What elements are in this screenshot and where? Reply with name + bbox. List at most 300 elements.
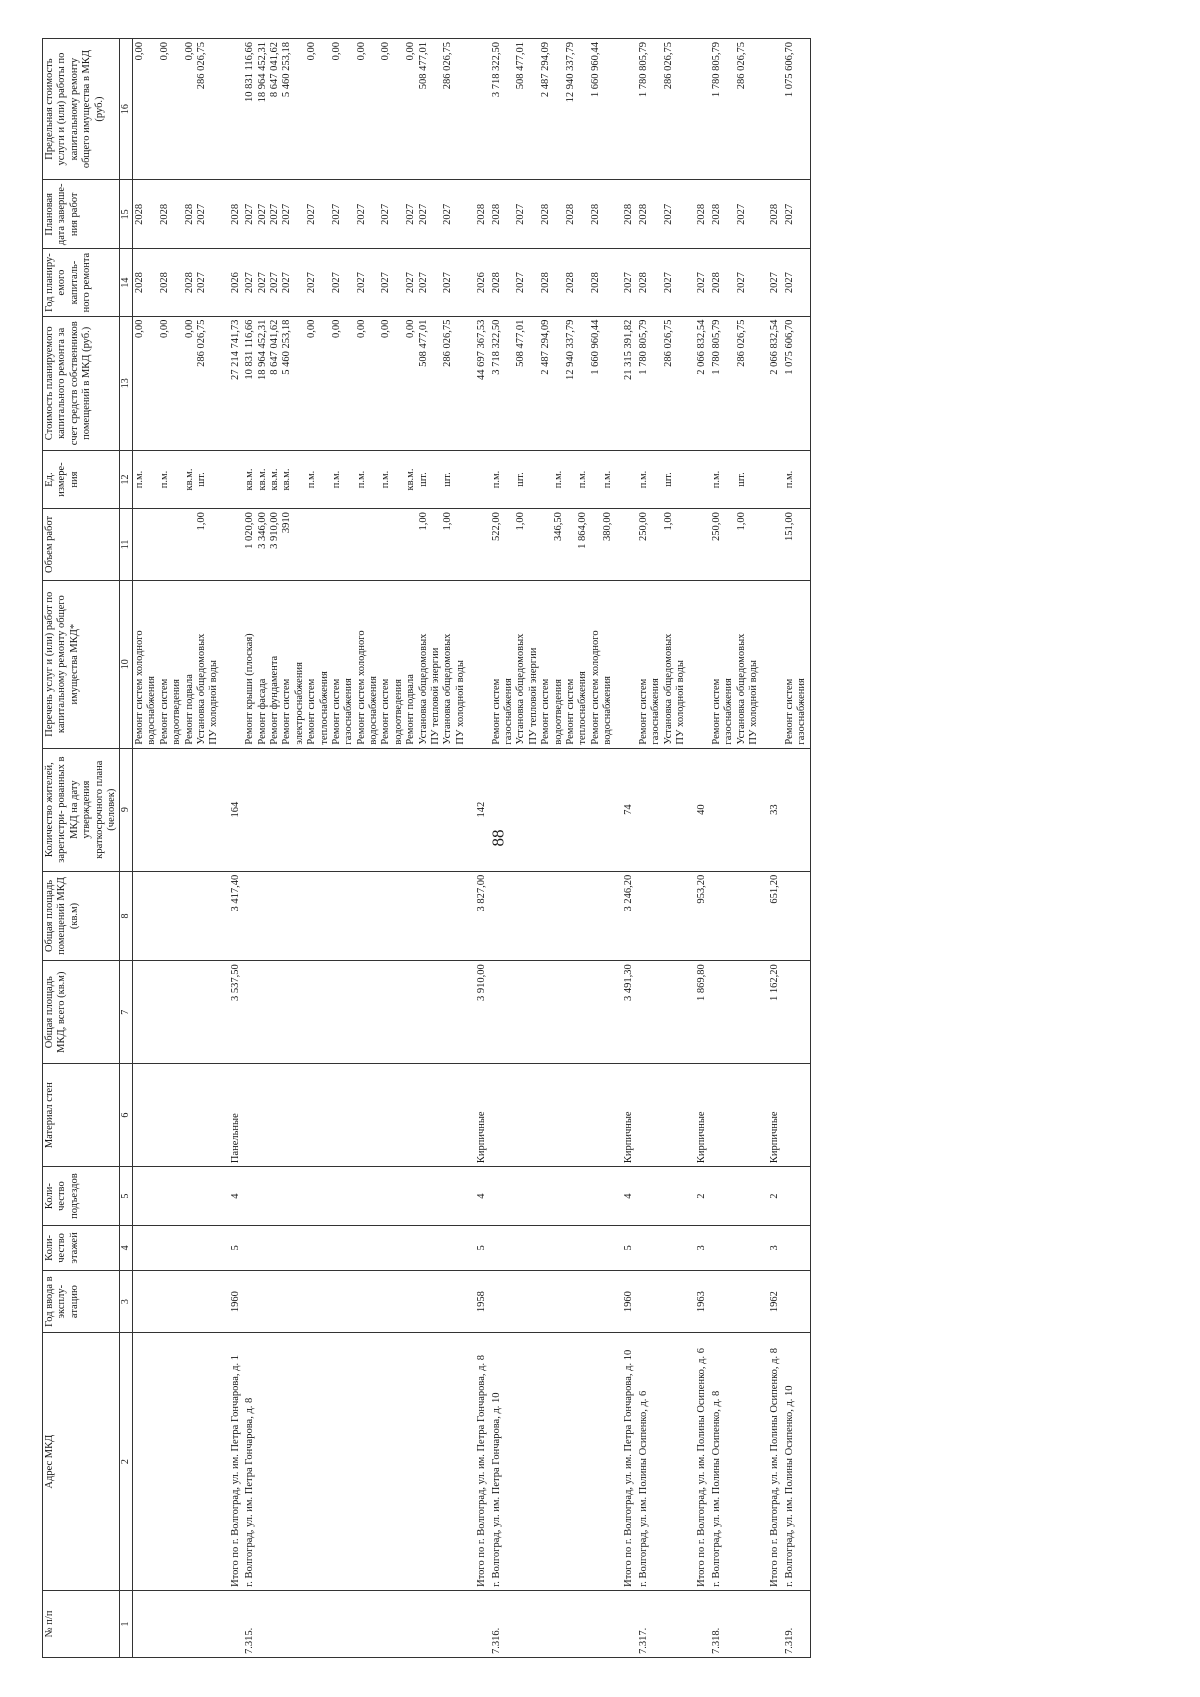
year-built-cell [490,1270,616,1333]
limit-cost-cell [783,39,810,180]
cell-line: шт. [196,472,207,487]
cell-line [294,183,306,245]
cell-line [331,512,343,577]
cell-line [368,42,380,176]
cell-line [528,183,540,245]
cost-cell: 2 066 832,54 [761,316,782,450]
cell-line: 2 487 294,09 [540,42,552,98]
total-row [761,39,782,1658]
wall-material-cell [133,1064,222,1167]
wall-material-cell [637,1064,689,1167]
entrances-cell [133,1167,222,1226]
cell-line [796,454,808,505]
cell-line: теплоснабжения [318,671,330,745]
cell-line: 2027 [405,203,417,225]
column-number: 8 [120,871,133,961]
cost-cell [783,316,810,450]
cell-line [306,512,318,577]
address-cell: г. Волгоград, ул. им. Петра Гончарова, д. 8 [243,1333,468,1590]
floors-cell: 3 [761,1226,782,1271]
works-cell [688,580,709,748]
cell-line: Установка общедомовых [196,633,207,745]
cell-line: 0,00 [306,319,318,339]
continued-row [133,39,222,1658]
cell-line: Ремонт систем [330,678,342,745]
address-cell: Итого по г. Волгоград, ул. им. Петра Гончарова, д. 8 [468,1333,489,1590]
cell-line: ПУ тепловой энергии [527,647,539,745]
cell-line: п.м. [380,470,392,489]
cell-line [368,253,380,313]
cell-line [343,253,355,313]
cell-line: 1 075 606,70 [783,319,795,375]
cell-line: 508 477,01 [417,42,429,90]
total-row [222,39,243,1658]
cell-line [368,454,380,505]
floors-cell: 5 [615,1226,636,1271]
wall-material-cell [710,1064,762,1167]
cell-line [208,253,220,313]
total-row [615,39,636,1658]
repair-year-cell [243,249,468,316]
cell-line: 0,00 [355,42,367,61]
cell-line: кв.м. [244,468,256,491]
cell-line [748,454,760,505]
column-header: Перечень услуг и (или) работ по капитальному ремонту общего имущества МКД* [43,580,120,748]
house-row [490,39,616,1658]
cell-line: п.м. [637,470,649,489]
cell-line: п.м. [158,470,170,489]
cell-line [294,320,306,447]
cell-line [171,183,183,245]
total-area-cell: 1 162,20 [761,961,782,1064]
cell-line: 2027 [268,203,280,225]
cell-line: 2028 [540,272,552,294]
column-number: 16 [120,39,133,180]
floors-cell [133,1226,222,1271]
cell-line [146,454,158,505]
cell-line: 2027 [515,203,527,225]
address-cell [133,1333,222,1590]
cell-line: 0,00 [405,319,417,339]
cell-line [455,320,467,447]
cell-line: 0,00 [134,319,146,339]
cell-line: 0,00 [134,42,146,61]
total-area-cell [783,961,810,1064]
cell-line [528,512,540,577]
column-number-row [120,39,133,1658]
cell-line [430,183,442,245]
cell-line [208,512,220,577]
cell-line [602,320,614,447]
cell-line: ПУ холодной воды [454,660,466,745]
repair-year-cell: 2026 [468,249,489,316]
cell-line: Ремонт подвала [183,674,195,745]
cell-line: 522,00 [490,512,502,541]
cell-line: 0,00 [380,42,392,61]
column-number: 13 [120,316,133,450]
cost-cell: 27 214 741,73 [222,316,243,450]
repair-year-cell [783,249,810,316]
cell-line [675,253,687,313]
cell-line: 0,00 [330,319,342,339]
wall-material-cell: Кирпичные [468,1064,489,1167]
cell-line: Установка общедомовых [442,633,454,745]
column-header: Ед. измере- ния [43,450,120,508]
house-row [637,39,689,1658]
wall-material-cell: Кирпичные [615,1064,636,1167]
rooms-area-cell: 3 246,20 [615,871,636,961]
cell-line: 0,00 [183,42,195,61]
cell-line [528,320,540,447]
cell-line [602,42,614,176]
cell-line [577,320,589,447]
entrances-cell [490,1167,616,1226]
cell-line: водоснабжения [602,676,614,745]
cell-line [393,320,405,447]
unit-cell [637,450,689,508]
cell-line: 286 026,75 [735,319,747,367]
rooms-area-cell: 651,20 [761,871,782,961]
cell-line: шт. [417,472,429,487]
residents-cell [133,748,222,871]
rooms-area-cell [243,871,468,961]
cell-line [146,253,158,313]
cell-line [503,253,515,313]
cell-line: газоснабжения [343,678,355,745]
limit-cost-cell [761,39,782,180]
residents-cell [783,748,810,871]
works-cell [222,580,243,748]
total-area-cell [490,961,616,1064]
row-number-cell: 7.317. [637,1590,689,1657]
total-area-cell: 3 537,50 [222,961,243,1064]
works-cell [710,580,762,748]
column-header: Адрес МКД [43,1333,120,1590]
row-number-cell: 7.319. [783,1590,810,1657]
repair-year-cell: 2027 [688,249,709,316]
cell-line [650,253,662,313]
cell-line: 1 020,00 [244,512,256,549]
cell-line: 2027 [330,203,342,225]
limit-cost-cell [688,39,709,180]
cell-line: 0,00 [355,319,367,339]
year-built-cell [783,1270,810,1333]
wall-material-cell: Кирпичные [688,1064,709,1167]
column-header: № п/п [43,1590,120,1657]
cell-line: 2027 [281,203,293,225]
cell-line: п.м. [552,470,564,489]
cell-line [602,253,614,313]
cell-line [208,183,220,245]
cell-line [319,320,331,447]
limit-cost-cell [468,39,489,180]
column-number: 1 [120,1590,133,1657]
cell-line: 18 964 452,31 [256,42,268,103]
unit-cell [468,450,489,508]
total-area-cell [243,961,468,1064]
rooms-area-cell: 3 417,40 [222,871,243,961]
cell-line: п.м. [577,470,589,489]
cell-line [748,512,760,577]
cell-line: 0,00 [330,42,342,61]
cell-line [723,42,735,176]
cell-line: 508 477,01 [417,319,429,367]
cell-line [343,512,355,577]
cell-line: 2027 [417,203,429,225]
cell-line [503,512,515,577]
cell-line: Установка общедомовых [515,633,527,745]
cell-line [159,512,171,577]
house-row [243,39,468,1658]
entrances-cell [710,1167,762,1226]
cell-line: 250,00 [637,512,649,541]
cell-line: Ремонт систем [158,678,170,745]
address-cell: Итого по г. Волгоград, ул. им. Петра Гончарова, д. 1 [222,1333,243,1590]
works-cell [761,580,782,748]
cell-line [650,42,662,176]
rooms-area-cell [490,871,616,961]
cell-line [393,42,405,176]
column-header: Год планиру- емого капиталь- ного ремонта [43,249,120,316]
column-number: 4 [120,1226,133,1271]
repair-year-cell: 2026 [222,249,243,316]
cell-line: 18 964 452,31 [256,319,268,381]
cell-line: п.м. [355,470,367,489]
column-header: Материал стен [43,1064,120,1167]
cell-line [184,512,196,577]
works-cell [133,580,222,748]
cell-line: 2027 [405,272,417,294]
column-number: 12 [120,450,133,508]
end-date-cell: 2028 [761,180,782,249]
row-number-cell [133,1590,222,1657]
cell-line: ПУ холодной воды [675,660,687,745]
cell-line: кв.м. [405,468,417,491]
volume-cell [615,509,636,581]
cell-line [723,253,735,313]
cell-line: 2027 [355,272,367,294]
cell-line: 8 647 041,62 [268,42,280,98]
cell-line: 2027 [306,272,318,294]
entrances-cell: 4 [222,1167,243,1226]
column-header: Общая площадь помещений МКД (кв.м) [43,871,120,961]
cell-line: водоотведения [552,678,564,745]
row-number-cell [222,1590,243,1657]
repair-year-cell [133,249,222,316]
cell-line: 2028 [710,203,722,225]
cell-line [577,253,589,313]
limit-cost-cell [615,39,636,180]
address-cell: г. Волгоград, ул. им. Полины Осипенко, д. 10 [783,1333,810,1590]
cell-line [602,183,614,245]
cell-line: 2027 [244,272,256,294]
cell-line [503,42,515,176]
cell-line [796,42,808,176]
cell-line [146,42,158,176]
cell-line: 2027 [417,272,429,294]
cell-line: 0,00 [158,42,170,61]
cell-line: п.м. [134,470,146,489]
cell-line: газоснабжения [502,678,514,745]
column-number: 15 [120,180,133,249]
column-header: Год ввода в эксплу- атацию [43,1270,120,1333]
cell-line [503,183,515,245]
cell-line: 286 026,75 [662,42,674,90]
column-number: 11 [120,509,133,581]
cell-line [430,512,442,577]
total-row [688,39,709,1658]
cell-line [319,183,331,245]
cell-line: 2027 [380,272,392,294]
volume-cell [222,509,243,581]
cell-line [748,183,760,245]
cell-line: 2 487 294,09 [540,319,552,375]
cell-line: 2027 [735,272,747,294]
page-number: 88 [488,829,508,847]
rooms-area-cell [133,871,222,961]
cell-line: п.м. [330,470,342,489]
cell-line [675,512,687,577]
cell-line [675,454,687,505]
cell-line [540,454,552,505]
cell-line [455,42,467,176]
cost-cell [490,316,616,450]
total-area-cell: 1 869,80 [688,961,709,1064]
cell-line: Установка общедомовых [417,633,429,745]
cell-line [208,42,220,176]
cell-line [393,512,405,577]
cell-line [343,454,355,505]
cell-line [134,512,146,577]
rooms-area-cell [710,871,762,961]
cost-cell [243,316,468,450]
cell-line: Ремонт систем [306,678,318,745]
cell-line: п.м. [490,470,502,489]
unit-cell [222,450,243,508]
cell-line: 2028 [134,272,146,294]
cell-line: 2028 [564,203,576,225]
cell-line: Ремонт систем [490,678,502,745]
column-number: 9 [120,748,133,871]
cell-line: 2027 [256,203,268,225]
works-cell [490,580,616,748]
cell-line: кв.м. [281,468,293,491]
cell-line: 2027 [442,272,454,294]
cell-line [380,512,392,577]
cell-line [565,454,577,505]
cell-line: 286 026,75 [196,42,207,90]
address-cell: Итого по г. Волгоград, ул. им. Петра Гончарова, д. 10 [615,1333,636,1590]
wall-material-cell [783,1064,810,1167]
cell-line [430,454,442,505]
cell-line: Ремонт фундамента [268,655,280,745]
cell-line: 2027 [355,203,367,225]
cell-line: п.м. [602,470,614,489]
cell-line [294,42,306,176]
cost-cell: 21 315 391,82 [615,316,636,450]
cell-line: Ремонт систем [380,678,392,745]
end-date-cell: 2028 [222,180,243,249]
limit-cost-cell [133,39,222,180]
unit-cell [783,450,810,508]
cell-line: 8 647 041,62 [268,319,280,375]
unit-cell [688,450,709,508]
column-header: Коли- чество этажей [43,1226,120,1271]
cell-line: 151,00 [783,512,795,541]
cell-line: 286 026,75 [442,42,454,90]
cost-cell [710,316,762,450]
year-built-cell: 1963 [688,1270,709,1333]
repair-plan-table [42,38,811,1658]
cell-line: 1,00 [417,512,429,531]
cell-line: Ремонт систем [540,678,552,745]
cell-line: 2028 [490,272,502,294]
total-row [468,39,489,1658]
cell-line: шт. [662,472,674,487]
repair-year-cell [490,249,616,316]
cell-line: 2027 [306,203,318,225]
cell-line: 12 940 337,79 [564,319,576,381]
cell-line [171,42,183,176]
cell-line [723,512,735,577]
unit-cell [710,450,762,508]
cell-line: 346,50 [552,512,564,541]
limit-cost-cell [490,39,616,180]
limit-cost-cell [243,39,468,180]
residents-cell: 142 [468,748,489,871]
cell-line: 2027 [662,272,674,294]
address-cell: г. Волгоград, ул. им. Полины Осипенко, д. 6 [637,1333,689,1590]
volume-cell [688,509,709,581]
floors-cell: 5 [222,1226,243,1271]
cost-cell: 2 066 832,54 [688,316,709,450]
cell-line [723,183,735,245]
cell-line: Ремонт систем [637,678,649,745]
floors-cell [637,1226,689,1271]
repair-year-cell: 2027 [761,249,782,316]
cell-line: 1,00 [662,512,674,531]
cell-line [650,512,662,577]
floors-cell [783,1226,810,1271]
cell-line: Ремонт систем [710,678,722,745]
works-cell [243,580,468,748]
cell-line [171,454,183,505]
entrances-cell: 4 [615,1167,636,1226]
row-number-cell: 7.315. [243,1590,468,1657]
cell-line: 2028 [158,203,170,225]
repair-year-cell: 2027 [615,249,636,316]
cell-line [796,253,808,313]
cell-line: 1 780 805,79 [637,42,649,98]
cell-line: 10 831 116,66 [244,42,256,102]
works-cell [783,580,810,748]
cell-line [503,454,515,505]
total-area-cell: 3 491,30 [615,961,636,1064]
residents-cell [243,748,468,871]
cell-line [723,454,735,505]
cell-line: 2027 [330,272,342,294]
cell-line [146,512,158,577]
cell-line [503,320,515,447]
cell-line: 1,00 [196,512,207,531]
cell-line [577,183,589,245]
cell-line: 1 864,00 [577,512,589,549]
cell-line: кв.м. [268,468,280,491]
total-area-cell [637,961,689,1064]
end-date-cell [133,180,222,249]
cell-line: 1,00 [515,512,527,531]
floors-cell [490,1226,616,1271]
